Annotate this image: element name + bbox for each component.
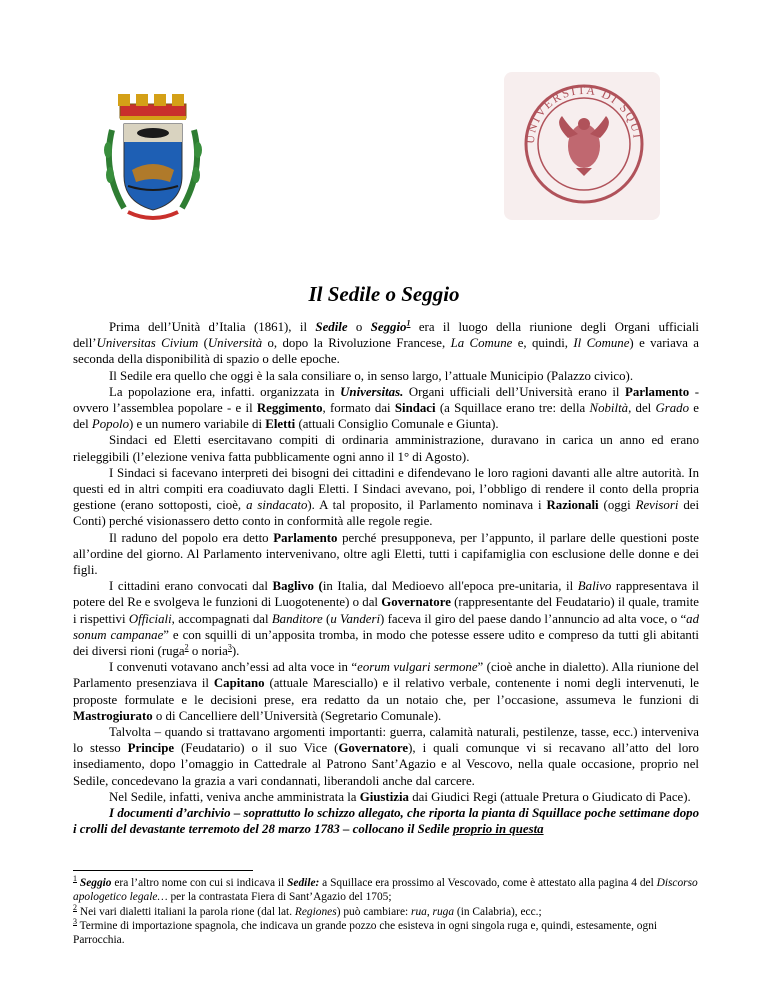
text-run: a sindacato [246, 498, 308, 513]
text-run: 3 [227, 642, 232, 652]
text-run: per la contrastata Fiera di Sant’Agazio del 1705; [167, 891, 392, 904]
text-run: Prima dell’Unità d’Italia (1861), il [109, 320, 316, 334]
text-run: Nei vari dialetti italiani la parola rione (dal lat. [77, 905, 295, 918]
text-run: Università [207, 336, 263, 351]
paragraph [73, 384, 699, 433]
text-run: Il Comune [573, 336, 630, 351]
text-run: 2 [184, 642, 189, 652]
text-run: a Squillace era prossimo al Vescovado, come è attestato alla pagina 4 del [319, 877, 657, 889]
text-run: u Vanderi [330, 611, 381, 626]
coat-of-arms-logo [98, 90, 208, 230]
text-run: Universitas Civium [96, 336, 199, 351]
text-run: Officiali [128, 611, 172, 626]
text-run: ” (cioè anche in dialetto). Alla riunione del Parlamento presenziava il [73, 660, 700, 691]
text-run: (attuali Consiglio Comunale e Giunta). [295, 417, 499, 432]
shield-icon [124, 124, 182, 210]
text-run: Sedile: [287, 877, 320, 889]
text-run: in Italia, dal Medioevo all'epoca pre-unitaria, il [322, 579, 578, 594]
text-run: ) faceva il giro del paese dando l’annuncio ad alta voce, o “ [380, 611, 687, 626]
text-run: (in Calabria), ecc.; [454, 905, 542, 918]
text-run: Universitas. [340, 384, 404, 399]
text-run: Popolo [91, 417, 130, 432]
footnotes [73, 876, 699, 947]
text-run: (rappresentante del Feudatario) il quale, tramite i rispettivi [73, 595, 699, 626]
text-run: Reggimento [256, 401, 323, 416]
text-run: Baglivo ( [272, 579, 323, 594]
text-run: ) e variava a seconda della disponibilità di spazio o delle epoche. [73, 336, 699, 367]
text-run: e, quindi, [512, 336, 574, 351]
text-run: Governatore [338, 741, 409, 756]
text-run: I convenuti votavano anch’essi ad alta voce in “ [109, 660, 358, 675]
text-run: , accompagnati dal [171, 611, 272, 626]
text-run: Capitano [213, 676, 265, 691]
text-run: Governatore [381, 595, 451, 610]
paragraph [73, 465, 699, 530]
text-run: ” e con squilli di un’apposita tromba, in modo che potesse essere udito e compreso da tutti gli abitanti dei diversi rioni (ruga [73, 627, 699, 659]
text-run: (Feudatario) o il suo Vice ( [174, 741, 339, 756]
paragraph [73, 805, 699, 837]
text-run: Revisori [635, 498, 679, 513]
footnote [73, 876, 699, 905]
document-body [73, 319, 699, 838]
text-run: 2 [73, 902, 77, 912]
footnote [73, 919, 699, 948]
text-run: Mastrogiurato [73, 708, 153, 723]
eagle-icon [559, 116, 609, 176]
text-run: , del [628, 401, 656, 416]
text-run: 1 [73, 874, 77, 884]
text-run: rappresentava il potere del Re e svolgeva le funzioni di Luogotenente) o dal [73, 579, 699, 610]
text-run: Il raduno del popolo era detto [109, 530, 274, 545]
text-run: (a Squillace erano tre: della [435, 401, 590, 416]
text-run: o noria [188, 644, 228, 659]
footnote [73, 902, 699, 919]
text-run: (attuale Maresciallo) e il relativo verbale, contenente i nomi degli intervenuti, le proposte formulate e le decisioni prese, era redatto da un notaio che, per l’occasione, assumeva le funzioni di [73, 676, 699, 707]
footnote-separator [73, 870, 253, 871]
text-run: proprio in questa [452, 822, 544, 837]
paragraph [73, 432, 699, 464]
text-run: Banditore [271, 611, 323, 626]
text-run: I Sindaci si facevano interpreti dei bisogni dei cittadini e difendevano le loro ragioni davanti alle altre autorità. In questi ed in altri compiti era coadiuvato dagli Eletti. I Sindaci avevano, poi, l’obbligo di rendere il conto della propria gestione (erano sottoposti, cioè, [73, 465, 699, 513]
text-run: I cittadini erano convocati dal [109, 579, 273, 594]
text-run: Talvolta – quando si trattavano argomenti importanti: guerra, calamità naturali, pestilenze, tasse, ecc.) interveniva lo stesso [73, 725, 699, 756]
paragraph [73, 319, 699, 368]
text-run: Regiones [294, 905, 337, 918]
text-run: Razionali [546, 498, 599, 513]
text-run: Sedile [315, 320, 348, 334]
text-run: Nobiltà [589, 401, 629, 416]
text-run: La popolazione era, infatti. organizzata in [109, 384, 341, 399]
university-seal-stamp [504, 72, 660, 220]
text-run: Parlamento [624, 384, 690, 399]
text-run: Nel Sedile, infatti, veniva anche amministrata la [109, 789, 360, 804]
paragraph [73, 659, 699, 724]
text-run: rua [411, 905, 427, 918]
page-title: Il Sedile o Seggio [308, 282, 460, 306]
text-run: Organi ufficiali dell’Università erano il [403, 384, 625, 399]
text-run: e del [73, 401, 699, 432]
text-run: dai Giudici Regi (attuale Pretura o Giudicato di Pace). [408, 789, 691, 804]
paragraph [73, 724, 699, 789]
seal-inscription: UNIVERSITA DI SQUI [522, 82, 645, 145]
text-run: La Comune [450, 336, 513, 351]
text-run: ), i quali comunque vi si recavano all’atto del loro insediamento, dopo l’omaggio in Cattedrale al Patrono Sant’Agazio e al Vescovo, nella quale occasione, proprio nel Sedile, concedevano la grazia a vari condannati, liberandoli anche dal carcere. [73, 741, 699, 788]
text-run: era l’altro nome con cui si indicava il [111, 877, 288, 889]
text-run: 3 [73, 917, 77, 927]
text-run: o [347, 320, 371, 334]
text-run: Eletti [265, 417, 296, 432]
text-run: ) e un numero variabile di [129, 417, 266, 432]
text-run: 1 [406, 318, 411, 328]
text-run: , [426, 905, 433, 918]
text-run: ). A tal proposito, il Parlamento nominava i [307, 498, 547, 513]
text-run: ( [322, 611, 331, 626]
text-run: eorum vulgari sermone [357, 660, 478, 675]
text-run: Principe [127, 741, 175, 756]
text-run: Sindaci ed Eletti esercitavano compiti di ordinaria amministrazione, duravano in carica un anno ed erano rieleggibili (l’elezione veniva fatta pubblicamente ogni anno il 1° di Agosto). [73, 433, 699, 464]
paragraph [73, 578, 699, 659]
text-run: I documenti d’archivio – soprattutto lo schizzo allegato, che riporta la pianta di Squillace poche settimane dopo i crolli del devastante terremoto del 28 marzo 1783 – collocano il Sedile [73, 806, 699, 837]
text-run: Discorso apologetico legale… [73, 877, 698, 904]
text-run: Giustizia [359, 789, 409, 804]
text-run: ruga [432, 905, 455, 918]
text-run: Seggio [79, 877, 112, 889]
text-run: ) può cambiare: [336, 905, 412, 918]
text-run: Parlamento [273, 530, 338, 545]
text-run: dei Conti) perché visionassero detto conto in conformità alle regole regie. [73, 498, 700, 529]
paragraph [73, 789, 699, 805]
text-run: o di Cancelliere dell’Università (Segretario Comunale). [152, 708, 442, 723]
seal-graphic [504, 72, 660, 220]
text-run: Termine di importazione spagnola, che indicava un grande pozzo che esisteva in ogni singola ruga e, quindi, estesamente, ogni Parrocchia. [73, 919, 658, 947]
text-run: , formato dai [322, 401, 395, 416]
text-run: (oggi [598, 498, 636, 513]
text-run: era il luogo della riunione degli Organi ufficiali dell’ [73, 320, 699, 351]
crown-icon [118, 94, 186, 120]
text-run: ( [198, 336, 208, 351]
paragraph [73, 368, 699, 384]
text-run: ). [231, 644, 240, 659]
text-run: perché presupponeva, per l’appunto, il parlare delle questioni poste all’ordine del giorno. Al Parlamento intervenivano, oltre agli Eletti, tutti i capifamiglia con esclusione delle donne e dei figli. [73, 530, 699, 578]
text-run: Il Sedile era quello che oggi è la sala consiliare o, in senso largo, l’attuale Municipio (Palazzo civico). [109, 368, 634, 383]
text-run: Grado [655, 401, 690, 416]
text-run: ad sonum campanae [73, 611, 699, 642]
text-run: Sindaci [394, 401, 436, 416]
text-run: o, dopo la Rivoluzione Francese, [262, 336, 451, 351]
paragraph [73, 530, 699, 579]
text-run: Balivo [577, 579, 612, 594]
text-run: - ovvero l’assemblea popolare - e il [73, 384, 699, 416]
text-run: Seggio [370, 320, 407, 334]
